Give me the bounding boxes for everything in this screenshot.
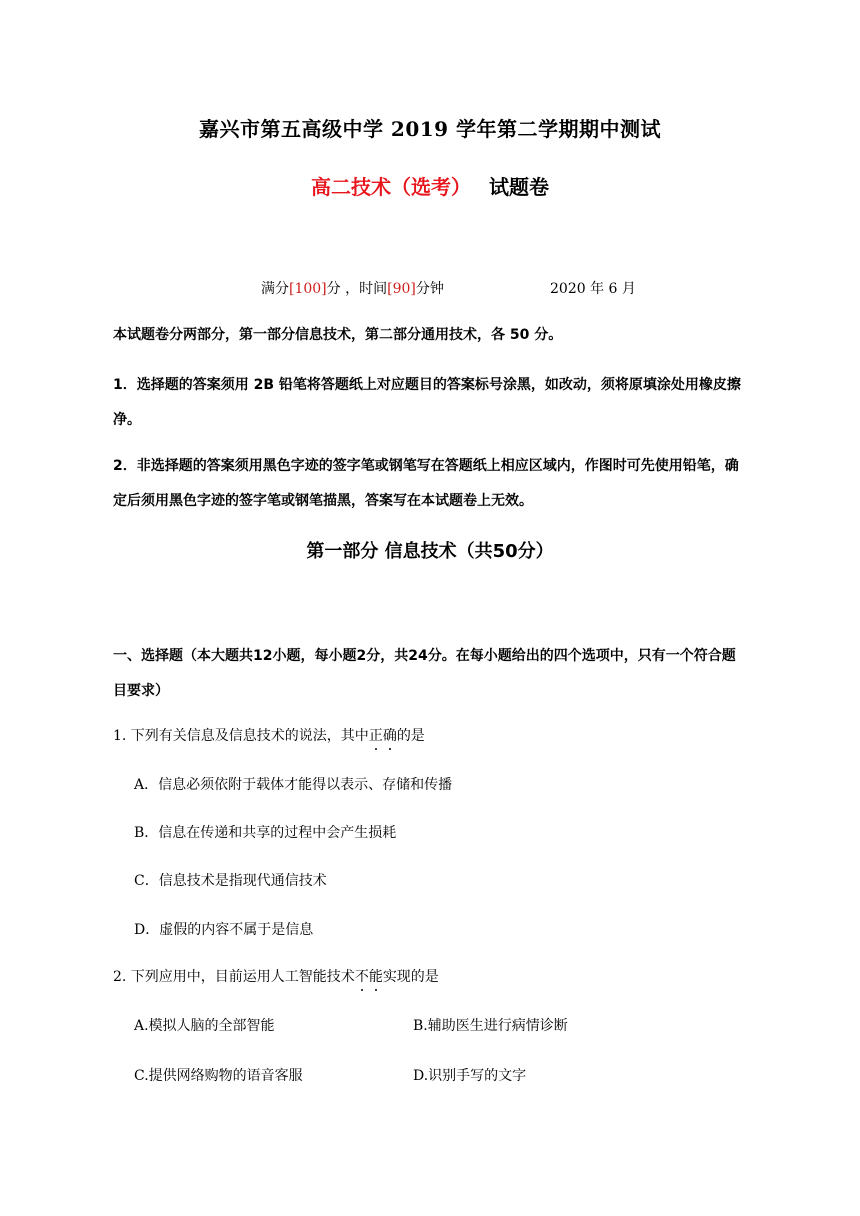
question-1-option-c: C．信息技术是指现代通信技术: [134, 873, 327, 889]
emphasis-char: 不: [354, 969, 369, 985]
question-2-option-b: B.辅助医生进行病情诊断: [413, 1018, 568, 1034]
paper-type: 试题卷: [489, 175, 549, 199]
intro-text: 本试题卷分两部分，第一部分信息技术，第二部分通用技术，各 50 分。: [113, 327, 563, 343]
question-1-option-d: D．虚假的内容不属于是信息: [134, 922, 314, 938]
exam-date: 2020 年 6 月: [550, 281, 636, 297]
question-1-option-a: A．信息必须依附于载体才能得以表示、存储和传播: [134, 777, 453, 793]
score-value: [100]: [289, 281, 327, 297]
emphasis-text: [369, 728, 397, 744]
emphasis-char: 确: [382, 728, 397, 744]
question-2-option-a: A.模拟人脑的全部智能: [134, 1018, 275, 1034]
exam-title: 嘉兴市第五高级中学 2019 学年第二学期期中测试: [198, 117, 662, 141]
subject-name: 高二技术（选考）: [311, 175, 471, 199]
part-heading: 一、选择题（本大题共12小题，每小题2分，共24分。在每小题给出的四个选项中，只有一个符合题目要求）: [113, 648, 736, 699]
question-1-stem: 1. 下列有关信息及信息技术的说法，其中正确的是: [113, 728, 425, 744]
emphasis-char: 正: [368, 728, 383, 744]
emphasis-text: [355, 969, 383, 985]
question-2-stem: 2. 下列应用中，目前运用人工智能技术不能实现的是: [113, 969, 439, 985]
emphasis-char: 能: [368, 969, 383, 985]
exam-subtitle: [0, 171, 860, 200]
question-1-option-b: B．信息在传递和共享的过程中会产生损耗: [134, 825, 397, 841]
question-2-option-c: C.提供网络购物的语音客服: [134, 1068, 303, 1084]
instruction-item-2: 2．非选择题的答案须用黑色字迹的签字笔或钢笔写在答题纸上相应区域内，作图时可先使用铅笔，确定后须用黑色字迹的签字笔或钢笔描黑，答案写在本试题卷上无效。: [113, 458, 739, 509]
instruction-item-1: 1．选择题的答案须用 2B 铅笔将答题纸上对应题目的答案标号涂黑，如改动，须将原填涂处用橡皮擦净。: [113, 377, 741, 428]
time-value: [90]: [387, 281, 416, 297]
section-title: 第一部分 信息技术（共50分）: [306, 541, 554, 562]
question-2-option-d: D.识别手写的文字: [413, 1068, 527, 1084]
score-time-line: 满分[100]分 ，时间[90]分钟: [261, 281, 444, 297]
